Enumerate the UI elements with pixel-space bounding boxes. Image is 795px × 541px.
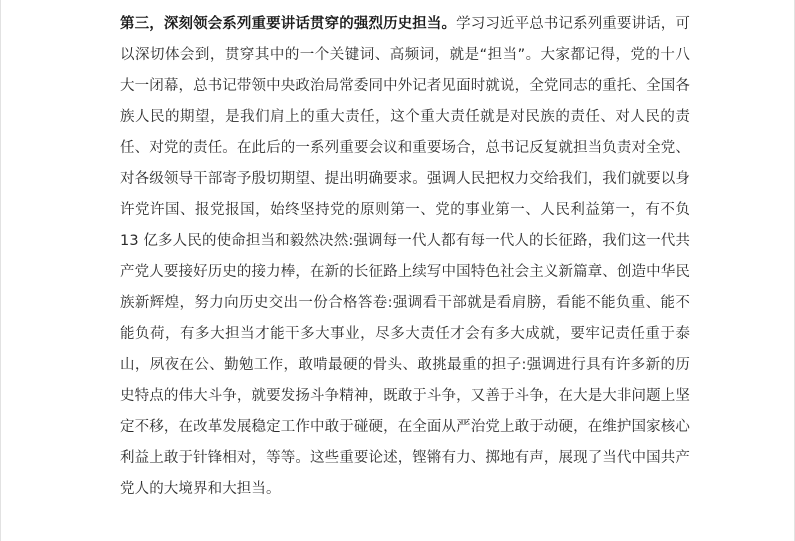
article-paragraph (120, 9, 690, 505)
paragraph-lead-heading: 第三，深刻领会系列重要讲话贯穿的强烈历史担当。 (120, 16, 457, 32)
page-left-border (0, 0, 1, 541)
paragraph-body-text: 学习习近平总书记系列重要讲话，可以深切体会到，贯穿其中的一个关键词、高频词，就是“担当”。大家都记得，党的十八大一闭幕，总书记带领中央政治局常委同中外记者见面时就说，全党同志的重托、全国各族人民的期望，是我们肩上的重大责任，这个重大责任就是对民族的责任、对人民的责任、对党的责任。在此后的一系列重要会议和重要场合，总书记反复就担当负责对全党、对各级领导干部寄予殷切期望、提出明确要求。强调人民把权力交给我们，我们就要以身许党许国、报党报国，始终坚持党的原则第一、党的事业第一、人民利益第一，有不负 13 亿多人民的使命担当和毅然决然:强调每一代人都有每一代人的长征路，我们这一代共产党人要接好历史的接力棒，在新的长征路上续写中国特色社会主义新篇章、创造中华民族新辉煌，努力向历史交出一份合格答卷:强调看干部就是看肩膀，看能不能负重、能不能负荷，有多大担当才能干多大事业，尽多大责任才会有多大成就，要牢记责任重于泰山，夙夜在公、勤勉工作，敢啃最硬的骨头、敢挑最重的担子:强调进行具有许多新的历史特点的伟大斗争，就要发扬斗争精神，既敢于斗争，又善于斗争，在大是大非问题上坚定不移，在改革发展稳定工作中敢于碰硬，在全面从严治党上敢于动硬，在维护国家核心利益上敢于针锋相对，等等。这些重要论述，铿锵有力、掷地有声，展现了当代中国共产党人的大境界和大担当。 (120, 16, 690, 497)
